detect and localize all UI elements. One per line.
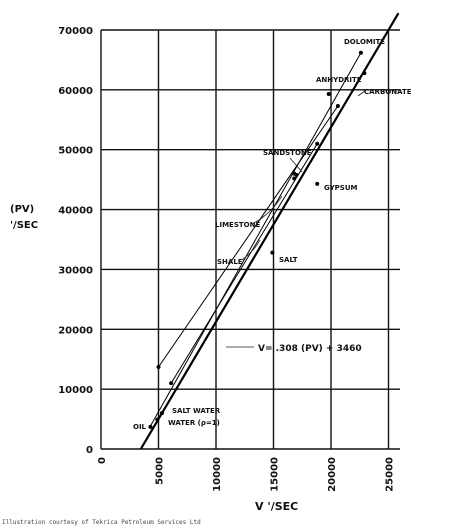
data-point bbox=[295, 173, 299, 177]
label-gypsum: GYPSUM bbox=[324, 184, 358, 192]
trend-line-3 bbox=[149, 53, 361, 428]
data-point bbox=[359, 51, 363, 55]
y-axis-label-top: (PV) bbox=[10, 204, 35, 215]
y-tick-label: 10000 bbox=[58, 385, 93, 397]
label-limestone: LIMESTONE bbox=[215, 221, 261, 229]
equation-label: V= .308 (PV) + 3460 bbox=[258, 344, 362, 354]
label-salt: SALT bbox=[279, 256, 298, 264]
x-tick-label: 15000 bbox=[269, 457, 281, 492]
data-point bbox=[160, 411, 164, 415]
y-tick-label: 40000 bbox=[58, 205, 93, 217]
data-point bbox=[315, 182, 319, 186]
label-sandstone: SANDSTONE bbox=[263, 149, 312, 157]
label-anhydrite: ANHYDRITE bbox=[316, 76, 362, 84]
data-point bbox=[362, 71, 366, 75]
data-point bbox=[315, 142, 319, 146]
data-point bbox=[155, 418, 159, 422]
y-tick-label: 60000 bbox=[58, 85, 93, 97]
data-point bbox=[327, 92, 331, 96]
data-point bbox=[148, 425, 152, 429]
trend-line-0 bbox=[141, 30, 389, 449]
gridlines bbox=[101, 30, 400, 449]
data-point bbox=[270, 251, 274, 255]
x-tick-label: 20000 bbox=[327, 457, 338, 492]
label-oil: OIL bbox=[133, 423, 147, 431]
image-credit: Illustration courtesy of Tekrica Petroleum Services Ltd bbox=[2, 519, 201, 526]
data-point bbox=[336, 104, 340, 108]
data-point bbox=[292, 176, 296, 180]
trend-line-extension bbox=[389, 13, 399, 30]
label-dolomite: DOLOMITE bbox=[344, 38, 386, 46]
y-axis-label-bottom: '/SEC bbox=[10, 220, 39, 231]
x-tick-label: 25000 bbox=[384, 457, 396, 492]
x-axis-label: V '/SEC bbox=[255, 500, 299, 513]
label-shale: SHALE bbox=[217, 258, 243, 266]
y-tick-label: 0 bbox=[86, 445, 93, 456]
y-tick-label: 20000 bbox=[58, 325, 93, 337]
x-tick-label: 10000 bbox=[212, 457, 223, 492]
y-tick-label: 70000 bbox=[58, 26, 93, 37]
trend-line-1 bbox=[159, 106, 338, 367]
data-point bbox=[157, 365, 161, 369]
y-tick-label: 50000 bbox=[58, 145, 93, 157]
y-tick-label: 30000 bbox=[58, 265, 93, 277]
leader-lines bbox=[226, 90, 366, 347]
x-tick-label: 5000 bbox=[154, 457, 166, 485]
label-salt-water: SALT WATER bbox=[172, 407, 221, 415]
x-tick-label: 0 bbox=[97, 457, 108, 464]
data-point bbox=[169, 381, 173, 385]
label-water: WATER (ρ=1) bbox=[168, 419, 220, 427]
label-carbonate: CARBONATE bbox=[364, 88, 412, 96]
